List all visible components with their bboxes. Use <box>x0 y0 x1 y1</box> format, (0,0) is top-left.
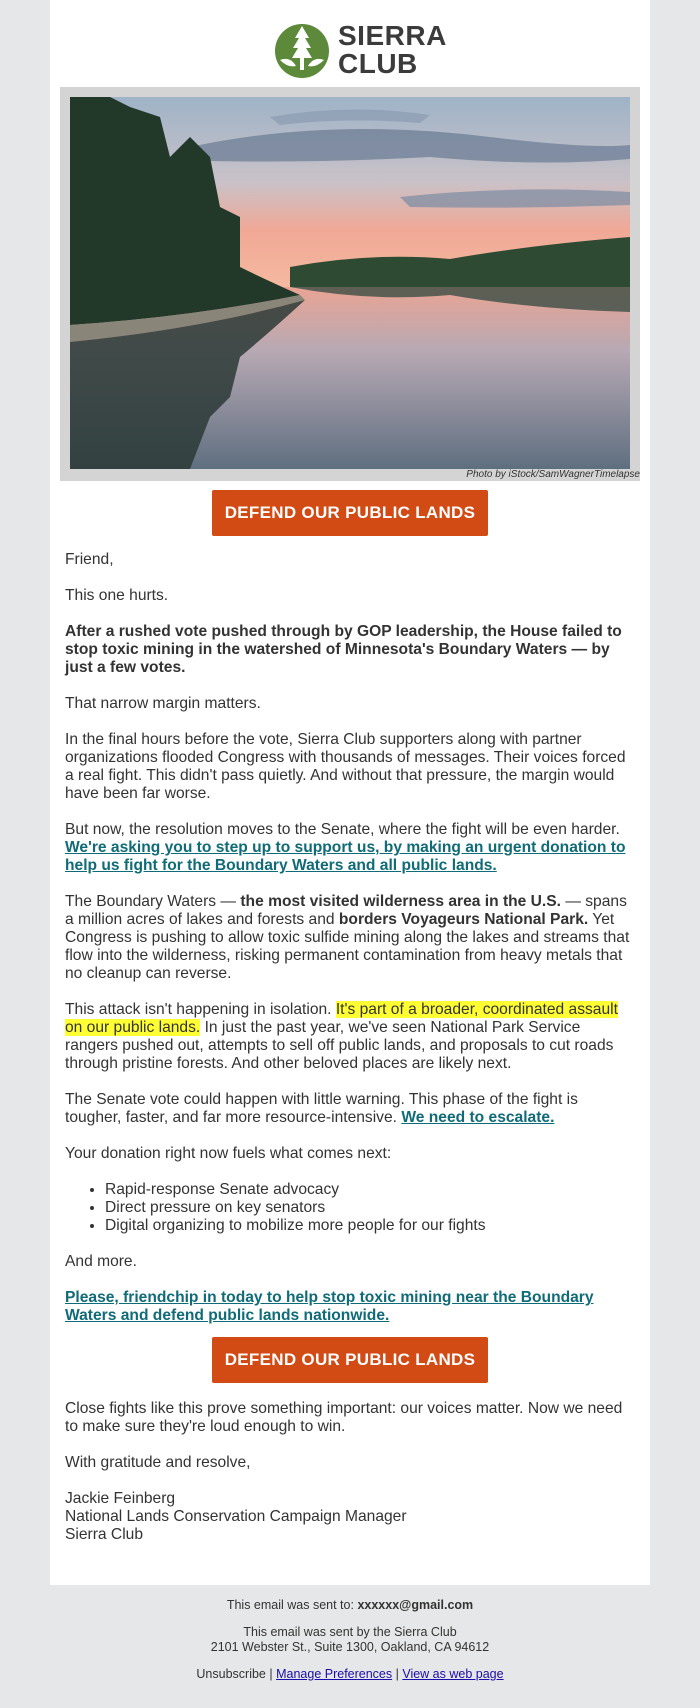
paragraph-senate: But now, the resolution moves to the Senate, where the fight will be even harder. We're asking you to step up to support us, by making an urgent donation to help us fight for the Boundary Waters and all public lands. <box>65 821 626 874</box>
recipient-email: xxxxxx@gmail.com <box>357 1598 474 1612</box>
escalate-link[interactable]: We need to escalate. <box>401 1109 555 1126</box>
photo-credit: Photo by iStock/SamWagnerTimelapse <box>466 469 640 480</box>
email-footer <box>0 1598 700 1682</box>
list-item: • Rapid-response Senate advocacy <box>105 1181 635 1199</box>
defend-public-lands-button-bottom[interactable]: DEFEND OUR PUBLIC LANDS <box>212 1337 488 1383</box>
greeting: Friend, <box>65 551 114 568</box>
paragraph-bold-lead: After a rushed vote pushed through by GOP leadership, the House failed to stop toxic mining in the watershed of Minnesota's Boundary Waters — by just a few votes. <box>65 623 622 676</box>
signature-org: Sierra Club <box>65 1526 143 1543</box>
view-as-web-page-link[interactable]: View as web page <box>402 1667 504 1681</box>
paragraph-and-more: And more. <box>65 1253 137 1270</box>
email-card <box>50 0 650 1585</box>
paragraph-close-fights: Close fights like this prove something important: our voices matter. Now we need to make sure they're loud enough to win. <box>65 1400 623 1435</box>
unsubscribe-text[interactable]: Unsubscribe <box>196 1667 266 1681</box>
paragraph-intro: This one hurts. <box>65 587 169 604</box>
list-item: • Digital organizing to mobilize more people for our fights <box>105 1217 635 1235</box>
sent-to-line: This email was sent to: xxxxxx@gmail.com <box>226 1598 474 1612</box>
manage-preferences-link[interactable]: Manage Preferences <box>276 1667 393 1681</box>
signature <box>65 1490 635 1544</box>
footer-links: Unsubscribe | Manage Preferences | View as web page <box>196 1667 504 1681</box>
paragraph-margin: That narrow margin matters. <box>65 695 261 712</box>
highlighted-text: It's part of a broader, coordinated assault on our public lands. <box>65 1001 618 1036</box>
address-line: 2101 Webster St., Suite 1300, Oakland, CA 94612 <box>210 1640 490 1654</box>
paragraph-boundary-waters: The Boundary Waters — the most visited wilderness area in the U.S. — spans a million acres of lakes and forests and borders Voyageurs National Park. Yet Congress is pushing to allow toxic sulfide mining along the lakes and streams that flow into the wilderness, risking permanent contamination from heavy metals that no cleanup can reverse. <box>65 893 630 982</box>
email-closing <box>65 1400 635 1562</box>
paragraph-final-hours: In the final hours before the vote, Sierra Club supporters along with partner organizations flooded Congress with thousands of messages. Their voices forced a real fight. This didn't pass quietly. And without that pressure, the margin would have been far worse. <box>65 731 626 802</box>
hero-lake-photo[interactable] <box>70 97 630 469</box>
paragraph-attack: This attack isn't happening in isolation. It's part of a broader, coordinated assault on our public lands. In just the past year, we've seen National Park Service rangers pushed out, attempts to sell off public lands, and proposals to cut roads through pristine forests. And other beloved places are likely next. <box>65 1001 618 1072</box>
donate-link-2[interactable]: Please, friendchip in today to help stop toxic mining near the Boundary Waters and defend public lands nationwide. <box>65 1289 594 1324</box>
email-body <box>65 551 635 1343</box>
paragraph-chip-in <box>65 1289 635 1325</box>
paragraph-escalate: The Senate vote could happen with little warning. This phase of the fight is tougher, faster, and far more resource-intensive. We need to escalate. <box>65 1091 578 1126</box>
benefits-list <box>65 1181 635 1235</box>
sent-by-line: This email was sent by the Sierra Club <box>243 1625 457 1639</box>
logo-wordmark: SIERRA CLUB <box>338 20 447 79</box>
paragraph-donation: Your donation right now fuels what comes next: <box>65 1145 392 1162</box>
defend-public-lands-button-top[interactable]: DEFEND OUR PUBLIC LANDS <box>212 490 488 536</box>
donate-link-1[interactable]: We're asking you to step up to support us, by making an urgent donation to help us fight for the Boundary Waters and all public lands. <box>65 839 626 874</box>
signature-name: Jackie Feinberg <box>65 1490 176 1507</box>
sierra-club-logo[interactable] <box>272 18 452 82</box>
signature-title: National Lands Conservation Campaign Manager <box>65 1508 407 1525</box>
list-item: • Direct pressure on key senators <box>105 1199 635 1217</box>
tree-logo-icon <box>272 20 332 80</box>
paragraph-gratitude: With gratitude and resolve, <box>65 1454 251 1471</box>
